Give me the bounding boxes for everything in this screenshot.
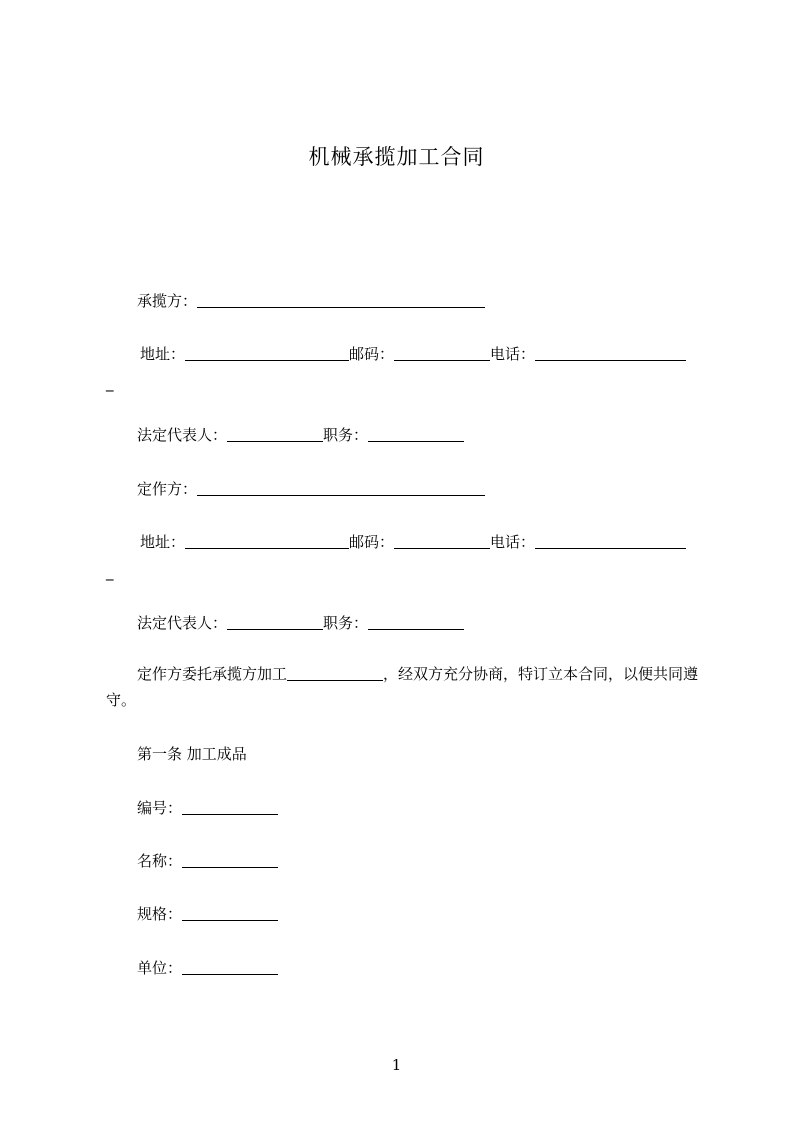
contractor-address-blank [185, 359, 349, 361]
field-number-label: 编号： [137, 799, 183, 817]
contractor-rep-line [137, 424, 464, 446]
orderer-address-blank [185, 547, 349, 549]
orderer-postcode-blank [394, 547, 490, 549]
article1-field-spec [137, 903, 278, 925]
contractor-party-label: 承揽方： [137, 292, 198, 310]
contractor-postcode-blank [394, 359, 490, 361]
article1-field-name [137, 850, 278, 872]
contractor-rep-blank [227, 440, 323, 442]
contractor-position-blank [368, 440, 464, 442]
article1-field-unit [137, 957, 278, 979]
orderer-phone-wrap: _ [106, 563, 114, 581]
field-spec-blank [182, 919, 278, 921]
contractor-address-line [140, 343, 686, 365]
contractor-party-line [137, 290, 485, 312]
document-title: 机械承揽加工合同 [308, 145, 485, 169]
article1-field-number [137, 797, 278, 819]
page-number: 1 [391, 1056, 402, 1074]
contractor-postcode-label: 邮码： [349, 345, 395, 363]
orderer-postcode-label: 邮码： [349, 533, 395, 551]
intro-paragraph [106, 661, 704, 713]
contractor-phone-wrap: _ [106, 374, 114, 392]
orderer-party-label: 定作方： [137, 480, 198, 498]
contractor-address-label: 地址： [140, 345, 186, 363]
contractor-phone-label: 电话： [490, 345, 536, 363]
intro-text-part2: ，经双方充分协商，特订立本合同，以便共同遵守。 [106, 665, 699, 709]
orderer-position-label: 职务： [323, 614, 369, 632]
field-name-label: 名称： [137, 852, 183, 870]
field-unit-blank [182, 973, 278, 975]
orderer-position-blank [368, 628, 464, 630]
intro-text-part1: 定作方委托承揽方加工 [137, 665, 288, 683]
orderer-address-label: 地址： [140, 533, 186, 551]
field-name-blank [182, 866, 278, 868]
article1-heading: 第一条 加工成品 [137, 745, 247, 763]
orderer-address-line [140, 531, 686, 553]
orderer-party-line [137, 478, 485, 500]
orderer-rep-line [137, 612, 464, 634]
intro-product-blank [287, 679, 383, 681]
contractor-party-blank [197, 306, 485, 308]
contractor-phone-blank [535, 359, 686, 361]
field-spec-label: 规格： [137, 905, 183, 923]
orderer-party-blank [197, 494, 485, 496]
field-unit-label: 单位： [137, 959, 183, 977]
field-number-blank [182, 813, 278, 815]
orderer-phone-label: 电话： [490, 533, 536, 551]
contractor-position-label: 职务： [323, 426, 369, 444]
contractor-rep-label: 法定代表人： [137, 426, 228, 444]
orderer-rep-blank [227, 628, 323, 630]
orderer-phone-blank [535, 547, 686, 549]
orderer-rep-label: 法定代表人： [137, 614, 228, 632]
